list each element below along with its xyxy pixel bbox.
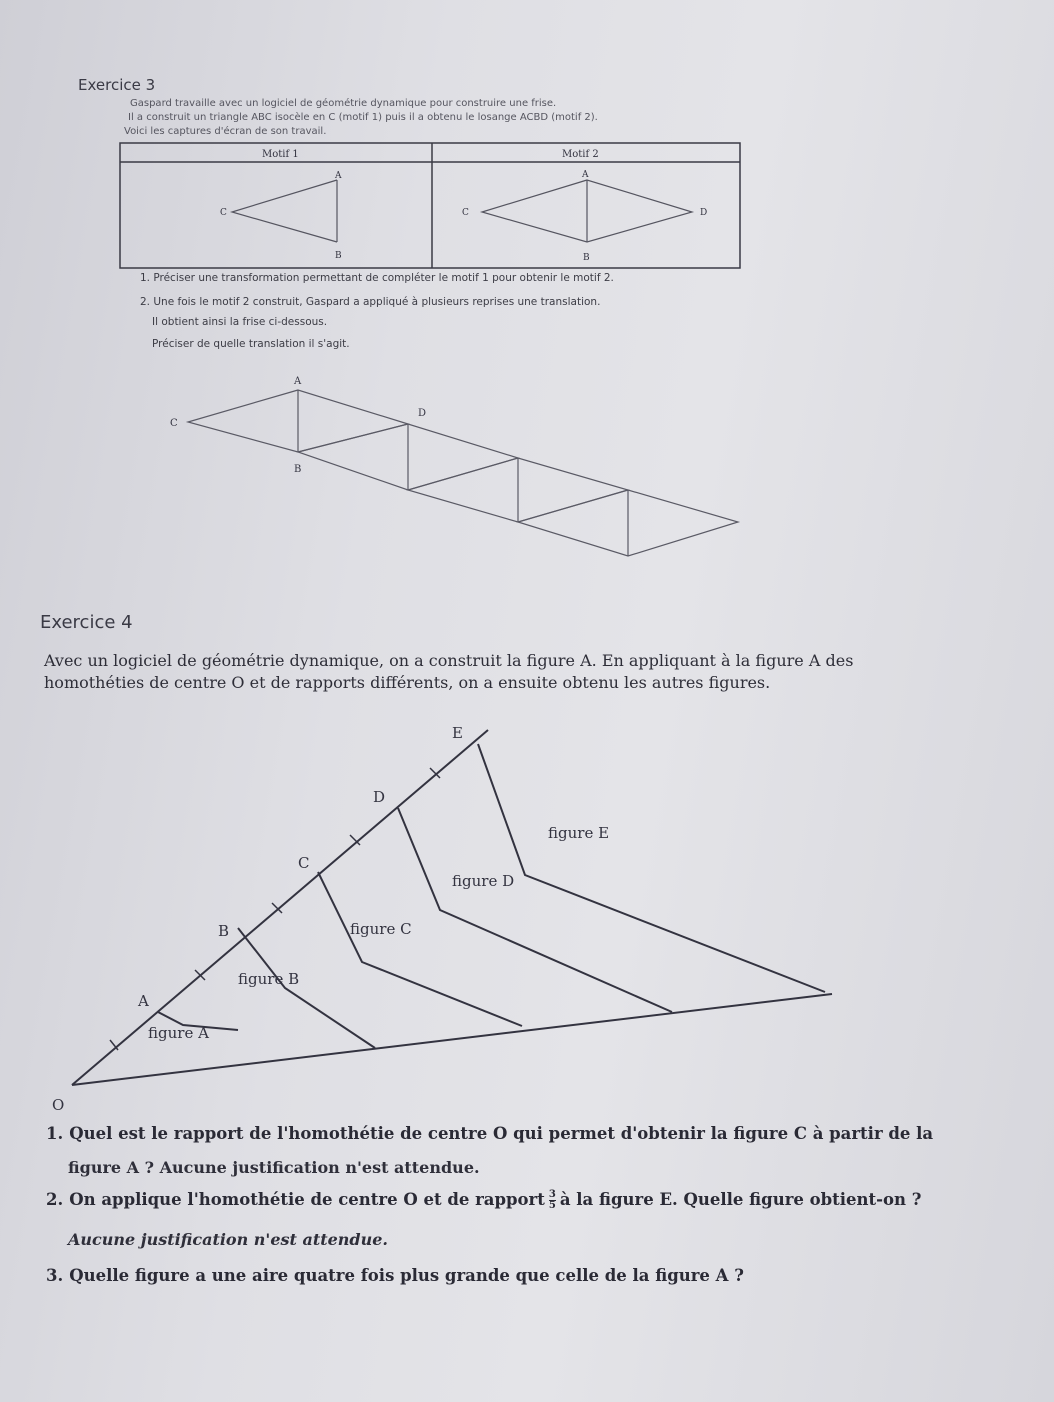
figure-e-shape	[478, 744, 825, 992]
frieze-label-c: C	[170, 418, 178, 429]
motif1-label-a: A	[335, 171, 342, 181]
exercise3-question2-line3: Préciser de quelle translation il s'agit.	[152, 338, 350, 350]
motif1-label-b: B	[335, 251, 342, 261]
fraction-denominator: 5	[548, 1200, 556, 1211]
figure-c-shape	[318, 872, 522, 1026]
exercise3-question2-line2: Il obtient ainsi la frise ci-dessous.	[152, 316, 328, 328]
exercise3-intro-line2: Il a construit un triangle ABC isocèle en C (motif 1) puis il a obtenu le losange ACBD (motif 2).	[128, 112, 598, 123]
frieze	[188, 390, 738, 556]
question2-text-before: On applique l'homothétie de centre O et de rapport	[69, 1190, 545, 1209]
motif2-label-d: D	[700, 208, 708, 218]
exercise3-question1: 1. Préciser une transformation permettant de compléter le motif 1 pour obtenir le motif 2.	[140, 272, 614, 284]
motif2-rhombus	[482, 180, 692, 242]
exercise3-question2-line1: 2. Une fois le motif 2 construit, Gaspard a appliqué à plusieurs reprises une translation.	[140, 296, 601, 308]
question3-text: Quelle figure a une aire quatre fois plus grande que celle de la figure A ?	[69, 1266, 744, 1285]
motif2-label-a: A	[582, 170, 589, 180]
exercise4-question1-line1	[46, 1124, 933, 1143]
homothety-figure	[0, 700, 1054, 1120]
exercise4-question2-note: Aucune justification n'est attendue.	[68, 1230, 388, 1249]
exercise3-intro-line1: Gaspard travaille avec un logiciel de géométrie dynamique pour construire une frise.	[130, 98, 557, 109]
question1-number: 1.	[46, 1124, 64, 1143]
frieze-label-a: A	[294, 376, 302, 387]
motif1-triangle	[232, 180, 337, 242]
tick-marks	[110, 768, 440, 1050]
ray-upper	[72, 730, 488, 1085]
question3-number: 3.	[46, 1266, 64, 1285]
point-b-label: B	[218, 922, 230, 940]
point-c-label: C	[298, 854, 310, 872]
motif2-header: Motif 2	[562, 149, 599, 160]
frieze-label-b: B	[294, 464, 302, 475]
point-a-label: A	[138, 992, 149, 1010]
question2-number: 2.	[46, 1190, 64, 1209]
point-d-label: D	[373, 788, 386, 806]
figure-d-label: figure D	[452, 872, 515, 890]
motif2-label-b: B	[583, 253, 590, 263]
exercise4-question1-line2: figure A ? Aucune justification n'est attendue.	[68, 1158, 480, 1177]
figure-a-label: figure A	[148, 1024, 209, 1042]
exercise3-title: Exercice 3	[78, 76, 156, 94]
exercise4-intro: Avec un logiciel de géométrie dynamique, on a construit la figure A. En appliquant à la figure A des homothéties de centre O et de rapports différents, on a ensuite obtenu les autres figures.	[44, 651, 854, 692]
motif-table	[120, 143, 740, 268]
exercise4-question3	[46, 1266, 744, 1285]
point-o-label: O	[52, 1096, 65, 1114]
exercise3-intro-line3: Voici les captures d'écran de son travail.	[124, 126, 327, 137]
figure-e-label: figure E	[548, 824, 610, 842]
figure-b-label: figure B	[238, 970, 300, 988]
figure-d-shape	[398, 808, 672, 1012]
frieze-label-d: D	[418, 408, 427, 419]
figure-c-label: figure C	[350, 920, 412, 938]
question2-text-after: à la figure E. Quelle figure obtient-on ?	[559, 1190, 922, 1209]
motif1-label-c: C	[220, 208, 227, 218]
fraction-numerator: 3	[548, 1189, 556, 1200]
question2-fraction	[549, 1190, 556, 1211]
exercise4-question2	[46, 1190, 921, 1211]
question1-text: Quel est le rapport de l'homothétie de centre O qui permet d'obtenir la figure C à partir de la	[69, 1124, 934, 1143]
motif1-header: Motif 1	[262, 149, 299, 160]
exercise4-title: Exercice 4	[40, 612, 133, 633]
motif2-label-c: C	[462, 208, 469, 218]
point-e-label: E	[452, 724, 463, 742]
motif1-sides	[232, 180, 337, 242]
